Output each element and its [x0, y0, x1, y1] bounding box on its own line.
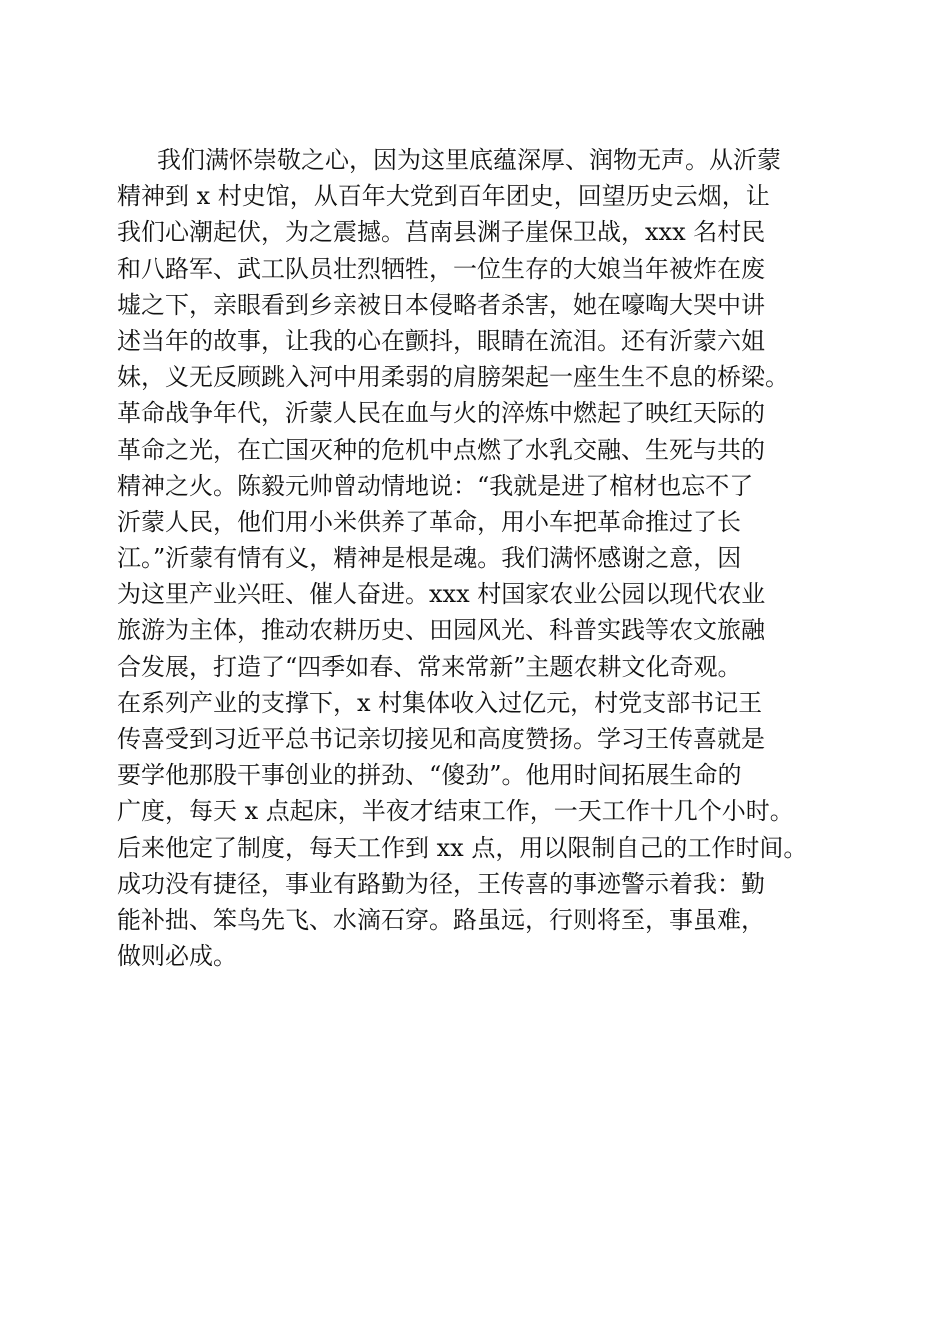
text-line: 能补拙、笨鸟先飞、水滴石穿。路虽远，行则将至，事虽难， — [117, 905, 765, 934]
text-line: 后来他定了制度，每天工作到 xx 点，用以限制自己的工作时间。 — [117, 833, 808, 862]
text-line: 沂蒙人民，他们用小米供养了革命，用小车把革命推过了长 — [117, 507, 741, 536]
text-line: 合发展，打造了“四季如春、常来常新”主题农耕文化奇观。 — [117, 652, 742, 681]
text-line: 成功没有捷径，事业有路勤为径，王传喜的事迹警示着我：勤 — [117, 869, 765, 898]
text-line: 我们心潮起伏，为之震撼。莒南县渊子崖保卫战，xxx 名村民 — [117, 218, 766, 247]
text-line: 我们满怀崇敬之心，因为这里底蕴深厚、润物无声。从沂蒙 — [157, 146, 781, 174]
text-line: 妹，义无反顾跳入河中用柔弱的肩膀架起一座生生不息的桥梁。 — [117, 363, 789, 392]
text-line: 革命之光，在亡国灭种的危机中点燃了水乳交融、生死与共的 — [117, 435, 765, 464]
text-line: 墟之下，亲眼看到乡亲被日本侵略者杀害，她在嚎啕大哭中讲 — [117, 290, 765, 319]
text-line: 为这里产业兴旺、催人奋进。xxx 村国家农业公园以现代农业 — [117, 580, 766, 609]
text-line: 在系列产业的支撑下，x 村集体收入过亿元，村党支部书记王 — [117, 688, 763, 717]
text-line: 广度，每天 x 点起床，半夜才结束工作，一天工作十几个小时。 — [117, 797, 794, 826]
body-paragraph — [117, 142, 837, 974]
text-line: 述当年的故事，让我的心在颤抖，眼睛在流泪。还有沂蒙六姐 — [117, 326, 765, 355]
text-line: 和八路军、武工队员壮烈牺牲，一位生存的大娘当年被炸在废 — [117, 254, 765, 283]
text-line: 做则必成。 — [117, 942, 237, 971]
text-line: 旅游为主体，推动农耕历史、田园风光、科普实践等农文旅融 — [117, 616, 765, 645]
text-line: 精神到 x 村史馆，从百年大党到百年团史，回望历史云烟，让 — [117, 182, 770, 211]
text-line: 要学他那股干事创业的拼劲、“傻劲”。他用时间拓展生命的 — [117, 761, 742, 790]
text-line: 传喜受到习近平总书记亲切接见和高度赞扬。学习王传喜就是 — [117, 725, 765, 753]
text-line: 江。”沂蒙有情有义，精神是根是魂。我们满怀感谢之意，因 — [117, 544, 742, 573]
text-line: 精神之火。陈毅元帅曾动情地说：“我就是进了棺材也忘不了 — [117, 471, 754, 500]
text-line: 革命战争年代，沂蒙人民在血与火的淬炼中燃起了映红天际的 — [117, 399, 765, 428]
